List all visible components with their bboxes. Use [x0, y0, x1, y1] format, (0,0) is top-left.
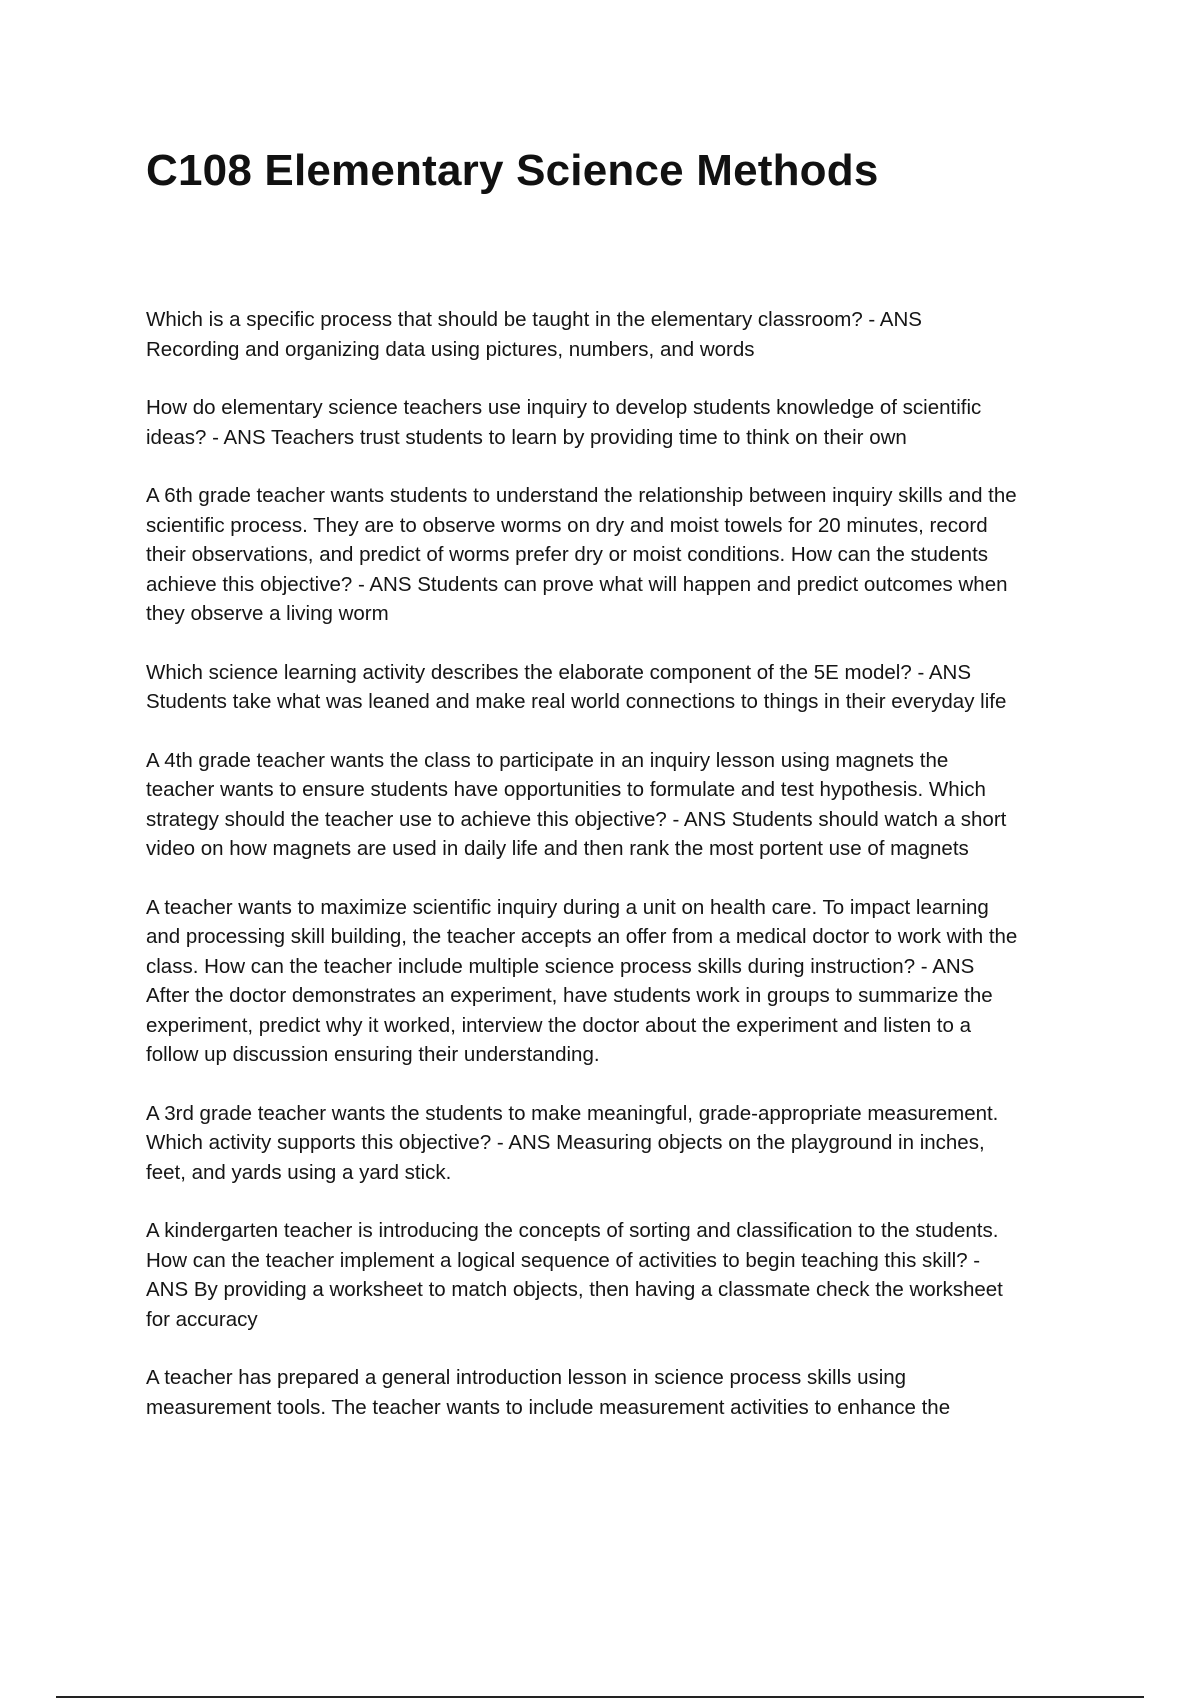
qa-line: A 6th grade teacher wants students to understand the relationship between inquiry skills and the [146, 484, 1017, 507]
page-title: C108 Elementary Science Methods [146, 146, 879, 195]
qa-line: feet, and yards using a yard stick. [146, 1160, 452, 1184]
qa-line: measurement tools. The teacher wants to include measurement activities to enhance the [146, 1395, 951, 1419]
qa-line: Students take what was leaned and make real world connections to things in their everyday life [146, 690, 1007, 713]
qa-line: How can the teacher implement a logical sequence of activities to begin teaching this skill? - [146, 1248, 981, 1272]
qa-item [146, 658, 1092, 717]
qa-line: A teacher has prepared a general introduction lesson in science process skills using [146, 1366, 907, 1389]
qa-item [146, 1099, 1092, 1188]
qa-item [146, 893, 1092, 1070]
qa-line: they observe a living worm [146, 602, 389, 625]
qa-list [146, 305, 1092, 1451]
page-bottom-divider [56, 1696, 1144, 1698]
qa-line: for accuracy [146, 1307, 258, 1331]
qa-item [146, 481, 1092, 629]
qa-line: their observations, and predict of worms prefer dry or moist conditions. How can the students [146, 543, 989, 566]
qa-line: A kindergarten teacher is introducing the concepts of sorting and classification to the students. [146, 1219, 999, 1242]
qa-line: Which activity supports this objective? - ANS Measuring objects on the playground in inches, [146, 1131, 985, 1154]
qa-line: strategy should the teacher use to achieve this objective? - ANS Students should watch a short [146, 807, 1007, 831]
qa-line: Which is a specific process that should be taught in the elementary classroom? - ANS [146, 308, 922, 331]
qa-line: After the doctor demonstrates an experiment, have students work in groups to summarize the [146, 984, 993, 1007]
qa-item [146, 1363, 1092, 1422]
qa-line: and processing skill building, the teacher accepts an offer from a medical doctor to work with the [146, 925, 1018, 948]
qa-line: A teacher wants to maximize scientific inquiry during a unit on health care. To impact learning [146, 895, 989, 919]
qa-item [146, 393, 1092, 452]
qa-line: teacher wants to ensure students have opportunities to formulate and test hypothesis. Which [146, 778, 986, 801]
qa-line: video on how magnets are used in daily life and then rank the most portent use of magnets [146, 837, 969, 860]
qa-line: How do elementary science teachers use inquiry to develop students knowledge of scientific [146, 396, 982, 419]
qa-line: achieve this objective? - ANS Students can prove what will happen and predict outcomes when [146, 572, 1008, 596]
qa-item [146, 746, 1092, 864]
qa-line: ANS By providing a worksheet to match objects, then having a classmate check the worksheet [146, 1278, 1003, 1301]
qa-line: A 4th grade teacher wants the class to participate in an inquiry lesson using magnets the [146, 748, 949, 772]
qa-line: ideas? - ANS Teachers trust students to learn by providing time to think on their own [146, 425, 907, 449]
qa-line: class. How can the teacher include multiple science process skills during instruction? - ANS [146, 954, 975, 978]
qa-line: scientific process. They are to observe worms on dry and moist towels for 20 minutes, record [146, 513, 988, 537]
qa-line: A 3rd grade teacher wants the students to make meaningful, grade-appropriate measurement. [146, 1101, 999, 1125]
qa-item [146, 1216, 1092, 1334]
qa-line: Which science learning activity describes the elaborate component of the 5E model? - ANS [146, 660, 971, 684]
qa-line: follow up discussion ensuring their understanding. [146, 1043, 600, 1066]
qa-line: Recording and organizing data using pictures, numbers, and words [146, 337, 755, 361]
qa-item [146, 305, 1092, 364]
qa-line: experiment, predict why it worked, interview the doctor about the experiment and listen to a [146, 1013, 971, 1037]
